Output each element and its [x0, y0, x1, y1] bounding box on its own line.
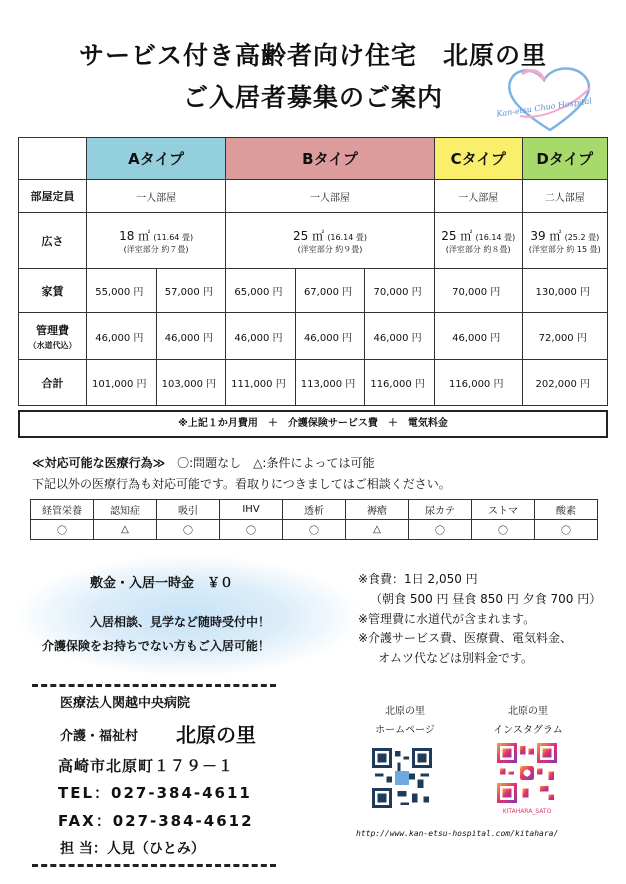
cost-note: ※上記１か月費用 ＋ 介護保険サービス費 ＋ 電気料金	[18, 410, 608, 438]
instagram-label	[486, 702, 570, 740]
size-c-note: (洋室部分 約８畳)	[445, 244, 511, 254]
size-a-main: 18 ㎡	[119, 228, 151, 243]
mgmt-b3: 46,000 円	[365, 313, 435, 360]
deposit-text: 敷金・入居一時金 ￥０	[90, 576, 234, 591]
medical-legend: 〇:問題なし △:条件によっては可能	[165, 456, 375, 470]
size-c-main: 25 ㎡	[441, 228, 473, 243]
medical-value: △	[94, 520, 157, 540]
total-c: 116,000 円	[434, 360, 522, 406]
type-b-header: Bタイプ	[226, 138, 435, 180]
row-label-rent: 家賃	[19, 269, 87, 313]
instagram-id: KITAHARA_SATO	[502, 808, 552, 815]
medical-header: ストマ	[472, 500, 535, 520]
room-b: 一人部屋	[226, 180, 435, 213]
fax-number: FAX：027-384-4612	[58, 812, 254, 830]
size-b-note: (洋室部分 約９畳)	[297, 244, 363, 254]
extra-cost-note: ※介護サービス費、医療費、電気料金、	[358, 631, 573, 645]
table-corner	[19, 138, 87, 180]
size-a	[87, 213, 226, 269]
homepage-label	[368, 702, 442, 740]
mgmt-c: 46,000 円	[434, 313, 522, 360]
type-d-header: Dタイプ	[522, 138, 607, 180]
rent-a2: 57,000 円	[156, 269, 226, 313]
size-a-note: (洋室部分 約７畳)	[123, 244, 189, 254]
total-b1: 111,000 円	[226, 360, 296, 406]
table-row	[19, 180, 608, 213]
table-header-row	[19, 138, 608, 180]
medical-title: ≪対応可能な医療行為≫	[32, 456, 166, 470]
medical-description: 下記以外の医療行為も対応可能です。看取りにつきましてはご相談ください。	[32, 477, 451, 491]
divider-top	[32, 684, 276, 687]
medical-header: 尿カテ	[409, 500, 472, 520]
row-label-size: 広さ	[19, 213, 87, 269]
rent-b3: 70,000 円	[365, 269, 435, 313]
row-label-total: 合計	[19, 360, 87, 406]
village-label: 介護・福祉村	[60, 729, 139, 744]
medical-header: 透析	[283, 500, 346, 520]
rent-c: 70,000 円	[434, 269, 522, 313]
pricing-table	[18, 137, 608, 406]
medical-header: 経管栄養	[31, 500, 94, 520]
rent-a1: 55,000 円	[87, 269, 157, 313]
type-a-header: Aタイプ	[87, 138, 226, 180]
row-label-room: 部屋定員	[19, 180, 87, 213]
homepage-qr-code-icon[interactable]	[370, 748, 434, 808]
medical-header: 褥瘡	[346, 500, 409, 520]
address: 高崎市北原町１７９－１	[58, 757, 235, 775]
size-d-main: 39 ㎡	[530, 228, 562, 243]
rent-d: 130,000 円	[522, 269, 607, 313]
homepage-label-2: ホームページ	[375, 725, 435, 736]
homepage-label-1: 北原の里	[385, 706, 425, 717]
size-d-sub: (25.2 畳)	[564, 232, 600, 242]
size-d	[522, 213, 607, 269]
medical-header: 酸素	[535, 500, 598, 520]
type-c-header: Cタイプ	[434, 138, 522, 180]
contact-person: 担 当：人見（ひとみ）	[60, 841, 205, 857]
instagram-qr-code-icon[interactable]	[495, 743, 559, 803]
mgmt-b1: 46,000 円	[226, 313, 296, 360]
medical-value: △	[346, 520, 409, 540]
table-row	[19, 360, 608, 406]
page-title: サービス付き高齢者向け住宅 北原の里	[78, 41, 547, 70]
size-c-sub: (16.14 畳)	[475, 232, 516, 242]
extra-cost-note-2: オムツ代などは別料金です。	[378, 651, 534, 665]
medical-value: 〇	[31, 520, 94, 540]
size-d-note: (洋室部分 約 15 畳)	[528, 244, 601, 254]
consult-text-2: 介護保険をお持ちでない方もご入居可能！	[42, 639, 270, 653]
instagram-label-1: 北原の里	[508, 706, 548, 717]
rent-b2: 67,000 円	[295, 269, 365, 313]
size-c	[434, 213, 522, 269]
size-b	[226, 213, 435, 269]
size-a-sub: (11.64 畳)	[153, 232, 194, 242]
mgmt-label: 管理費	[36, 323, 69, 337]
row-label-mgmt	[19, 313, 87, 360]
room-d: 二人部屋	[522, 180, 607, 213]
medical-header: IHV	[220, 500, 283, 520]
total-a1: 101,000 円	[87, 360, 157, 406]
size-b-main: 25 ㎡	[293, 228, 325, 243]
logo-text: Kan-etsu Chuo Hospital	[495, 96, 593, 119]
total-d: 202,000 円	[522, 360, 607, 406]
medical-header: 吸引	[157, 500, 220, 520]
medical-value: 〇	[283, 520, 346, 540]
total-a2: 103,000 円	[156, 360, 226, 406]
medical-value: 〇	[535, 520, 598, 540]
hospital-name: 医療法人関越中央病院	[60, 696, 191, 711]
instagram-label-2: インスタグラム	[493, 725, 563, 736]
total-b2: 113,000 円	[295, 360, 365, 406]
meal-breakdown: （朝食 500 円 昼食 850 円 夕食 700 円）	[370, 592, 602, 606]
table-row	[19, 269, 608, 313]
size-b-sub: (16.14 畳)	[327, 232, 367, 242]
water-note: ※管理費に水道代が含まれます。	[358, 612, 536, 626]
page-subtitle: ご入居者募集のご案内	[182, 83, 443, 112]
mgmt-a2: 46,000 円	[156, 313, 226, 360]
table-row	[19, 213, 608, 269]
medical-header: 認知症	[94, 500, 157, 520]
medical-value: 〇	[220, 520, 283, 540]
room-c: 一人部屋	[434, 180, 522, 213]
mgmt-note: （水道代込）	[28, 340, 77, 350]
mgmt-b2: 46,000 円	[295, 313, 365, 360]
medical-table	[30, 499, 598, 540]
medical-heading	[32, 454, 374, 471]
medical-value: 〇	[409, 520, 472, 540]
total-b3: 116,000 円	[365, 360, 435, 406]
medical-value-row	[31, 520, 598, 540]
phone-number: TEL：027-384-4611	[58, 784, 252, 802]
medical-value: 〇	[157, 520, 220, 540]
village-name: 北原の里	[176, 723, 256, 747]
room-a: 一人部屋	[87, 180, 226, 213]
website-url[interactable]: http://www.kan-etsu-hospital.com/kitahara/	[356, 829, 559, 838]
table-row	[19, 313, 608, 360]
rent-b1: 65,000 円	[226, 269, 296, 313]
medical-header-row	[31, 500, 598, 520]
mgmt-d: 72,000 円	[522, 313, 607, 360]
consult-text-1: 入居相談、見学など随時受付中！	[90, 615, 271, 629]
mgmt-a1: 46,000 円	[87, 313, 157, 360]
divider-bottom	[32, 864, 276, 867]
medical-value: 〇	[472, 520, 535, 540]
meal-cost: ※食費：1日 2,050 円	[358, 572, 478, 586]
